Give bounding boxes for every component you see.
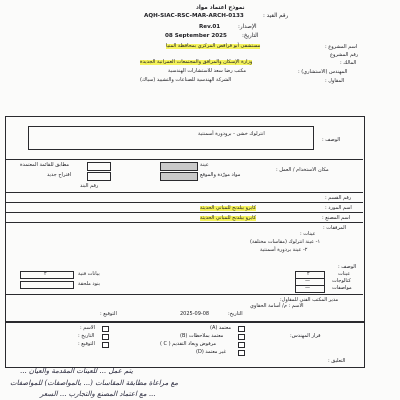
decision-field-box[interactable]: [102, 326, 109, 332]
qty-value: —: [305, 278, 310, 284]
manufacturer-label: اسم المصنع :: [322, 215, 351, 221]
description-label: الوصف :: [322, 137, 341, 143]
engineer-label: المهندس (الاستشاري) :: [298, 69, 348, 75]
desc-right-item: عينات: [338, 271, 351, 277]
date-value: 08 September 2025: [165, 33, 227, 39]
divider: [5, 212, 363, 213]
project-name-value: مستشفى أبو قراقص المركزي بمحافظة المنيا: [166, 43, 261, 49]
qty-cell[interactable]: [20, 281, 74, 289]
description-box: [28, 126, 314, 150]
attachment-item: عينات :: [300, 231, 316, 237]
tech-office-label: مدير المكتب الفني للمقاول:: [280, 297, 339, 303]
ref-value: AQH-SIAC-RSC-MAR-ARCH-0133: [144, 13, 244, 19]
usage-label: مكان الاستخدام / العمل :: [276, 167, 329, 173]
decision-checkbox[interactable]: [238, 350, 245, 356]
desc-right-label: الوصف :: [338, 264, 357, 270]
check-sample[interactable]: [160, 162, 198, 171]
divider: [5, 222, 363, 223]
check-approved-list[interactable]: [87, 162, 111, 171]
decision-checkbox[interactable]: [238, 326, 245, 332]
qty-cell[interactable]: [295, 285, 325, 293]
tech-office-date-value: 2025-09-08: [180, 311, 210, 317]
item-number-label: رقم البند: [80, 183, 99, 189]
decision-option: مرفوض ويعاد التقديم ( C ): [160, 341, 217, 347]
owner-value: وزارة الإسكان والمرافق والمجتمعات العمرانية الجديدة: [140, 59, 253, 65]
manufacturer-value: كايرو بيلدنج للمباني الحديثة: [200, 215, 257, 221]
desc-left-item: بنود ملحقة: [78, 281, 101, 287]
owner-label: المالك :: [340, 60, 357, 66]
attachment-item: ٢- عينة بردورة أسمنتية: [260, 247, 308, 253]
divider: [5, 159, 363, 160]
check-new-proposal-label: اقتراح جديد: [47, 172, 71, 178]
qty-value: ٢: [307, 271, 310, 277]
contractor-value: الشركة الهندسية للصناعات والتشييد (سياك): [140, 77, 232, 83]
decision-field-box[interactable]: [102, 342, 109, 348]
check-supplied-label: مواد مورّدة والموقع: [200, 172, 241, 178]
decision-field: التاريخ :: [78, 333, 95, 339]
desc-right-item: مواصفات: [332, 285, 352, 291]
divider: [5, 192, 363, 193]
project-number-label: رقم المشروع: [330, 52, 359, 58]
contractor-label: المقاول :: [325, 78, 345, 84]
attachment-item: ١- عينة انترلوك (مقاسات مختلفة): [250, 239, 321, 245]
decision-option: معتمد بملاحظات (B): [180, 333, 224, 339]
handwritten-comment: يتم عمل ... للعينات المقدمة والعيان ...: [20, 367, 133, 375]
tech-office-signature-label: التوقيع :: [100, 311, 117, 317]
tech-office-date-label: التاريخ:: [228, 311, 243, 317]
decision-option: معتمد (A): [210, 325, 232, 331]
check-new-proposal[interactable]: [87, 172, 111, 181]
form-title: نموذج اعتماد مواد: [196, 5, 245, 11]
check-approved-list-label: مطابق للقائمة المعتمدة: [20, 162, 70, 168]
engineer-value: مكتب رضا سعد للاستشارات الهندسية: [168, 68, 247, 74]
date-label: التاريخ:: [242, 33, 259, 39]
decision-checkbox[interactable]: [238, 334, 245, 340]
decision-option: غير معتمد (D): [196, 349, 226, 355]
desc-left-item: بيانات فنية: [78, 271, 100, 277]
tech-office-name: الاسم : م/ أسامة الحقاوي: [250, 303, 304, 309]
supplier-label: اسم المورد :: [325, 205, 352, 211]
handwritten-comment: ... مع اعتماد المصنع والتجارب ... السعر: [40, 390, 156, 398]
decision-field: التوقيع :: [78, 341, 95, 347]
desc-right-item: كتالوجات: [332, 278, 351, 284]
rev-label: الإصدار:: [238, 24, 257, 30]
divider: [5, 294, 363, 295]
project-name-label: اسم المشروع :: [325, 44, 358, 50]
rev-value: Rev.01: [199, 24, 221, 30]
check-supplied[interactable]: [160, 172, 198, 181]
ref-label: رقم القيد :: [263, 13, 289, 19]
divider: [5, 202, 363, 203]
decision-field-box[interactable]: [102, 334, 109, 340]
qty-value: ٢: [44, 271, 47, 277]
comments-label: التعليق :: [328, 358, 346, 364]
decision-field: الاسم :: [80, 325, 96, 331]
handwritten-comment: مع مراعاة مطابقة المقاسات (... بالمواصفات) للمواصفات: [10, 379, 179, 387]
attachments-label: المرفقات :: [323, 225, 346, 231]
supplier-value: كايرو بيلدنج للمباني الحديثة: [200, 205, 257, 211]
qty-cell[interactable]: [20, 271, 74, 279]
engineer-decision-label: قرار المهندس:: [290, 333, 321, 339]
decision-checkbox[interactable]: [238, 342, 245, 348]
qty-value: —: [305, 285, 310, 291]
description-value: انترلوك خشن - برودورة أسمنتية: [198, 131, 265, 137]
check-sample-label: عينة: [200, 162, 209, 168]
section-label: رقم القسم :: [325, 195, 352, 201]
